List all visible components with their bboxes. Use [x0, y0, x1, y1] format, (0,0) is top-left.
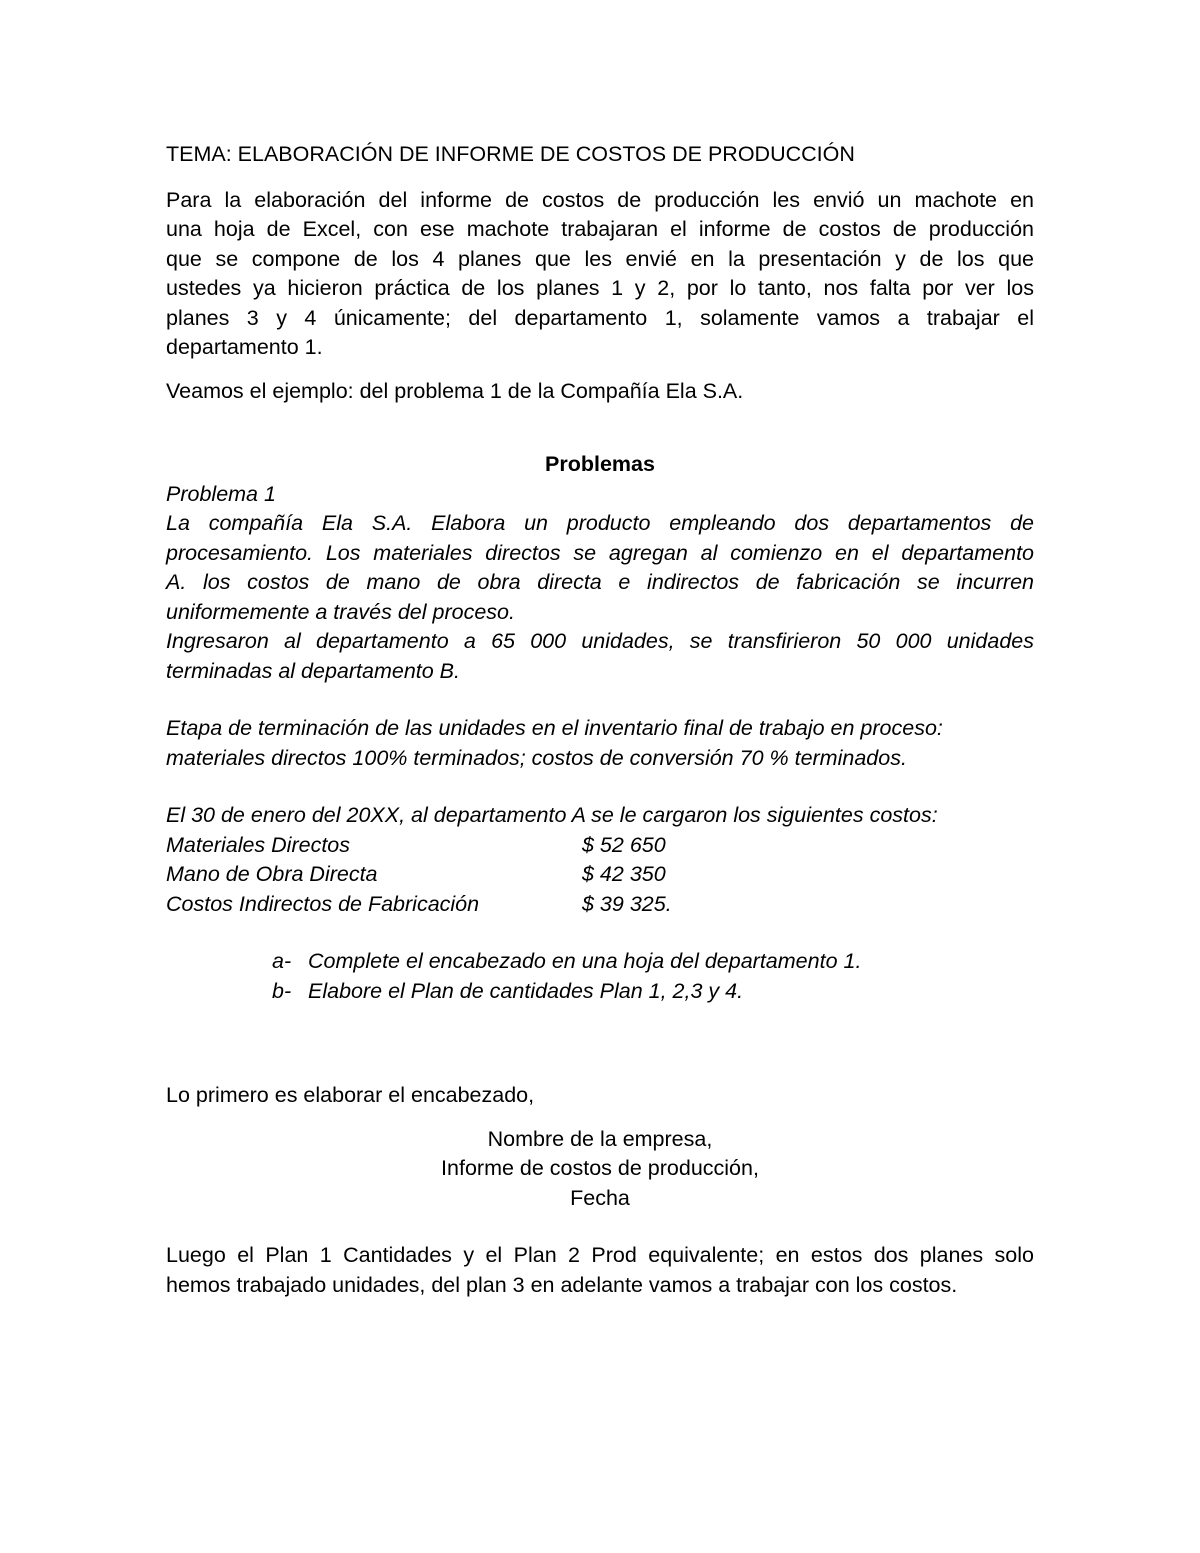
costs-section	[166, 801, 1034, 919]
list-marker: a-	[272, 949, 292, 973]
stage-paragraph	[166, 714, 1034, 773]
cost-amount: $ 42 350	[582, 862, 666, 886]
intro-line: planes 3 y 4 únicamente; del departamento 1, solamente vamos a trabajar el	[166, 305, 1034, 330]
statement-line: procesamiento. Los materiales directos se agregan al comienzo en el departamento	[166, 540, 1034, 565]
costs-intro: El 30 de enero del 20XX, al departamento A se le cargaron los siguientes costos:	[166, 803, 938, 827]
task-list	[272, 947, 1034, 1006]
list-marker: b-	[272, 978, 292, 1003]
cost-row	[166, 831, 1034, 861]
problem-label: Problema 1	[166, 481, 276, 506]
intro-line: ustedes ya hicieron práctica de los planes 1 y 2, por lo tanto, nos falta por ver los	[166, 276, 1034, 300]
list-item	[272, 977, 1034, 1007]
stage-line: Etapa de terminación de las unidades en el inventario final de trabajo en proceso:	[166, 716, 943, 740]
header-report: Informe de costos de producción,	[441, 1156, 759, 1180]
cost-label: Materiales Directos	[166, 832, 350, 857]
closing-line: Luego el Plan 1 Cantidades y el Plan 2 Prod equivalente; en estos dos planes solo	[166, 1243, 1034, 1267]
intro-line: departamento 1.	[166, 335, 323, 359]
header-intro: Lo primero es elaborar el encabezado,	[166, 1083, 535, 1107]
header-date: Fecha	[570, 1185, 630, 1210]
intro-line: que se compone de los 4 planes que les envié en la presentación y de los que	[166, 246, 1034, 271]
header-block	[166, 1125, 1034, 1214]
cost-label: Mano de Obra Directa	[166, 862, 378, 886]
list-item	[272, 947, 1034, 977]
header-company: Nombre de la empresa,	[487, 1126, 713, 1151]
example-line: Veamos el ejemplo: del problema 1 de la Compañía Ela S.A.	[166, 378, 744, 403]
cost-label: Costos Indirectos de Fabricación	[166, 891, 480, 916]
intro-paragraph	[166, 186, 1034, 363]
stage-line: materiales directos 100% terminados; costos de conversión 70 % terminados.	[166, 745, 907, 770]
intro-line: Para la elaboración del informe de costos de producción les envió un machote en	[166, 187, 1034, 212]
closing-paragraph	[166, 1241, 1034, 1300]
statement-line: terminadas al departamento B.	[166, 658, 460, 683]
list-item-text: Elabore el Plan de cantidades Plan 1, 2,3 y 4.	[308, 978, 744, 1003]
problem-statement	[166, 480, 1034, 687]
problems-heading: Problemas	[545, 452, 655, 476]
list-item-text: Complete el encabezado en una hoja del departamento 1.	[308, 949, 862, 973]
cost-amount: $ 52 650	[582, 832, 666, 857]
statement-line: La compañía Ela S.A. Elabora un producto empleando dos departamentos de	[166, 511, 1034, 535]
statement-line: Ingresaron al departamento a 65 000 unidades, se transfirieron 50 000 unidades	[166, 629, 1034, 653]
statement-line: uniformemente a través del proceso.	[166, 599, 515, 624]
closing-line: hemos trabajado unidades, del plan 3 en adelante vamos a trabajar con los costos.	[166, 1272, 958, 1297]
document-body	[166, 140, 1034, 1300]
cost-row	[166, 860, 1034, 890]
cost-amount: $ 39 325.	[582, 891, 672, 916]
intro-line: una hoja de Excel, con ese machote trabajaran el informe de costos de producción	[166, 217, 1034, 241]
document-title: TEMA: ELABORACIÓN DE INFORME DE COSTOS DE PRODUCCIÓN	[166, 142, 855, 166]
cost-row	[166, 890, 1034, 920]
statement-line: A. los costos de mano de obra directa e indirectos de fabricación se incurren	[166, 570, 1034, 594]
